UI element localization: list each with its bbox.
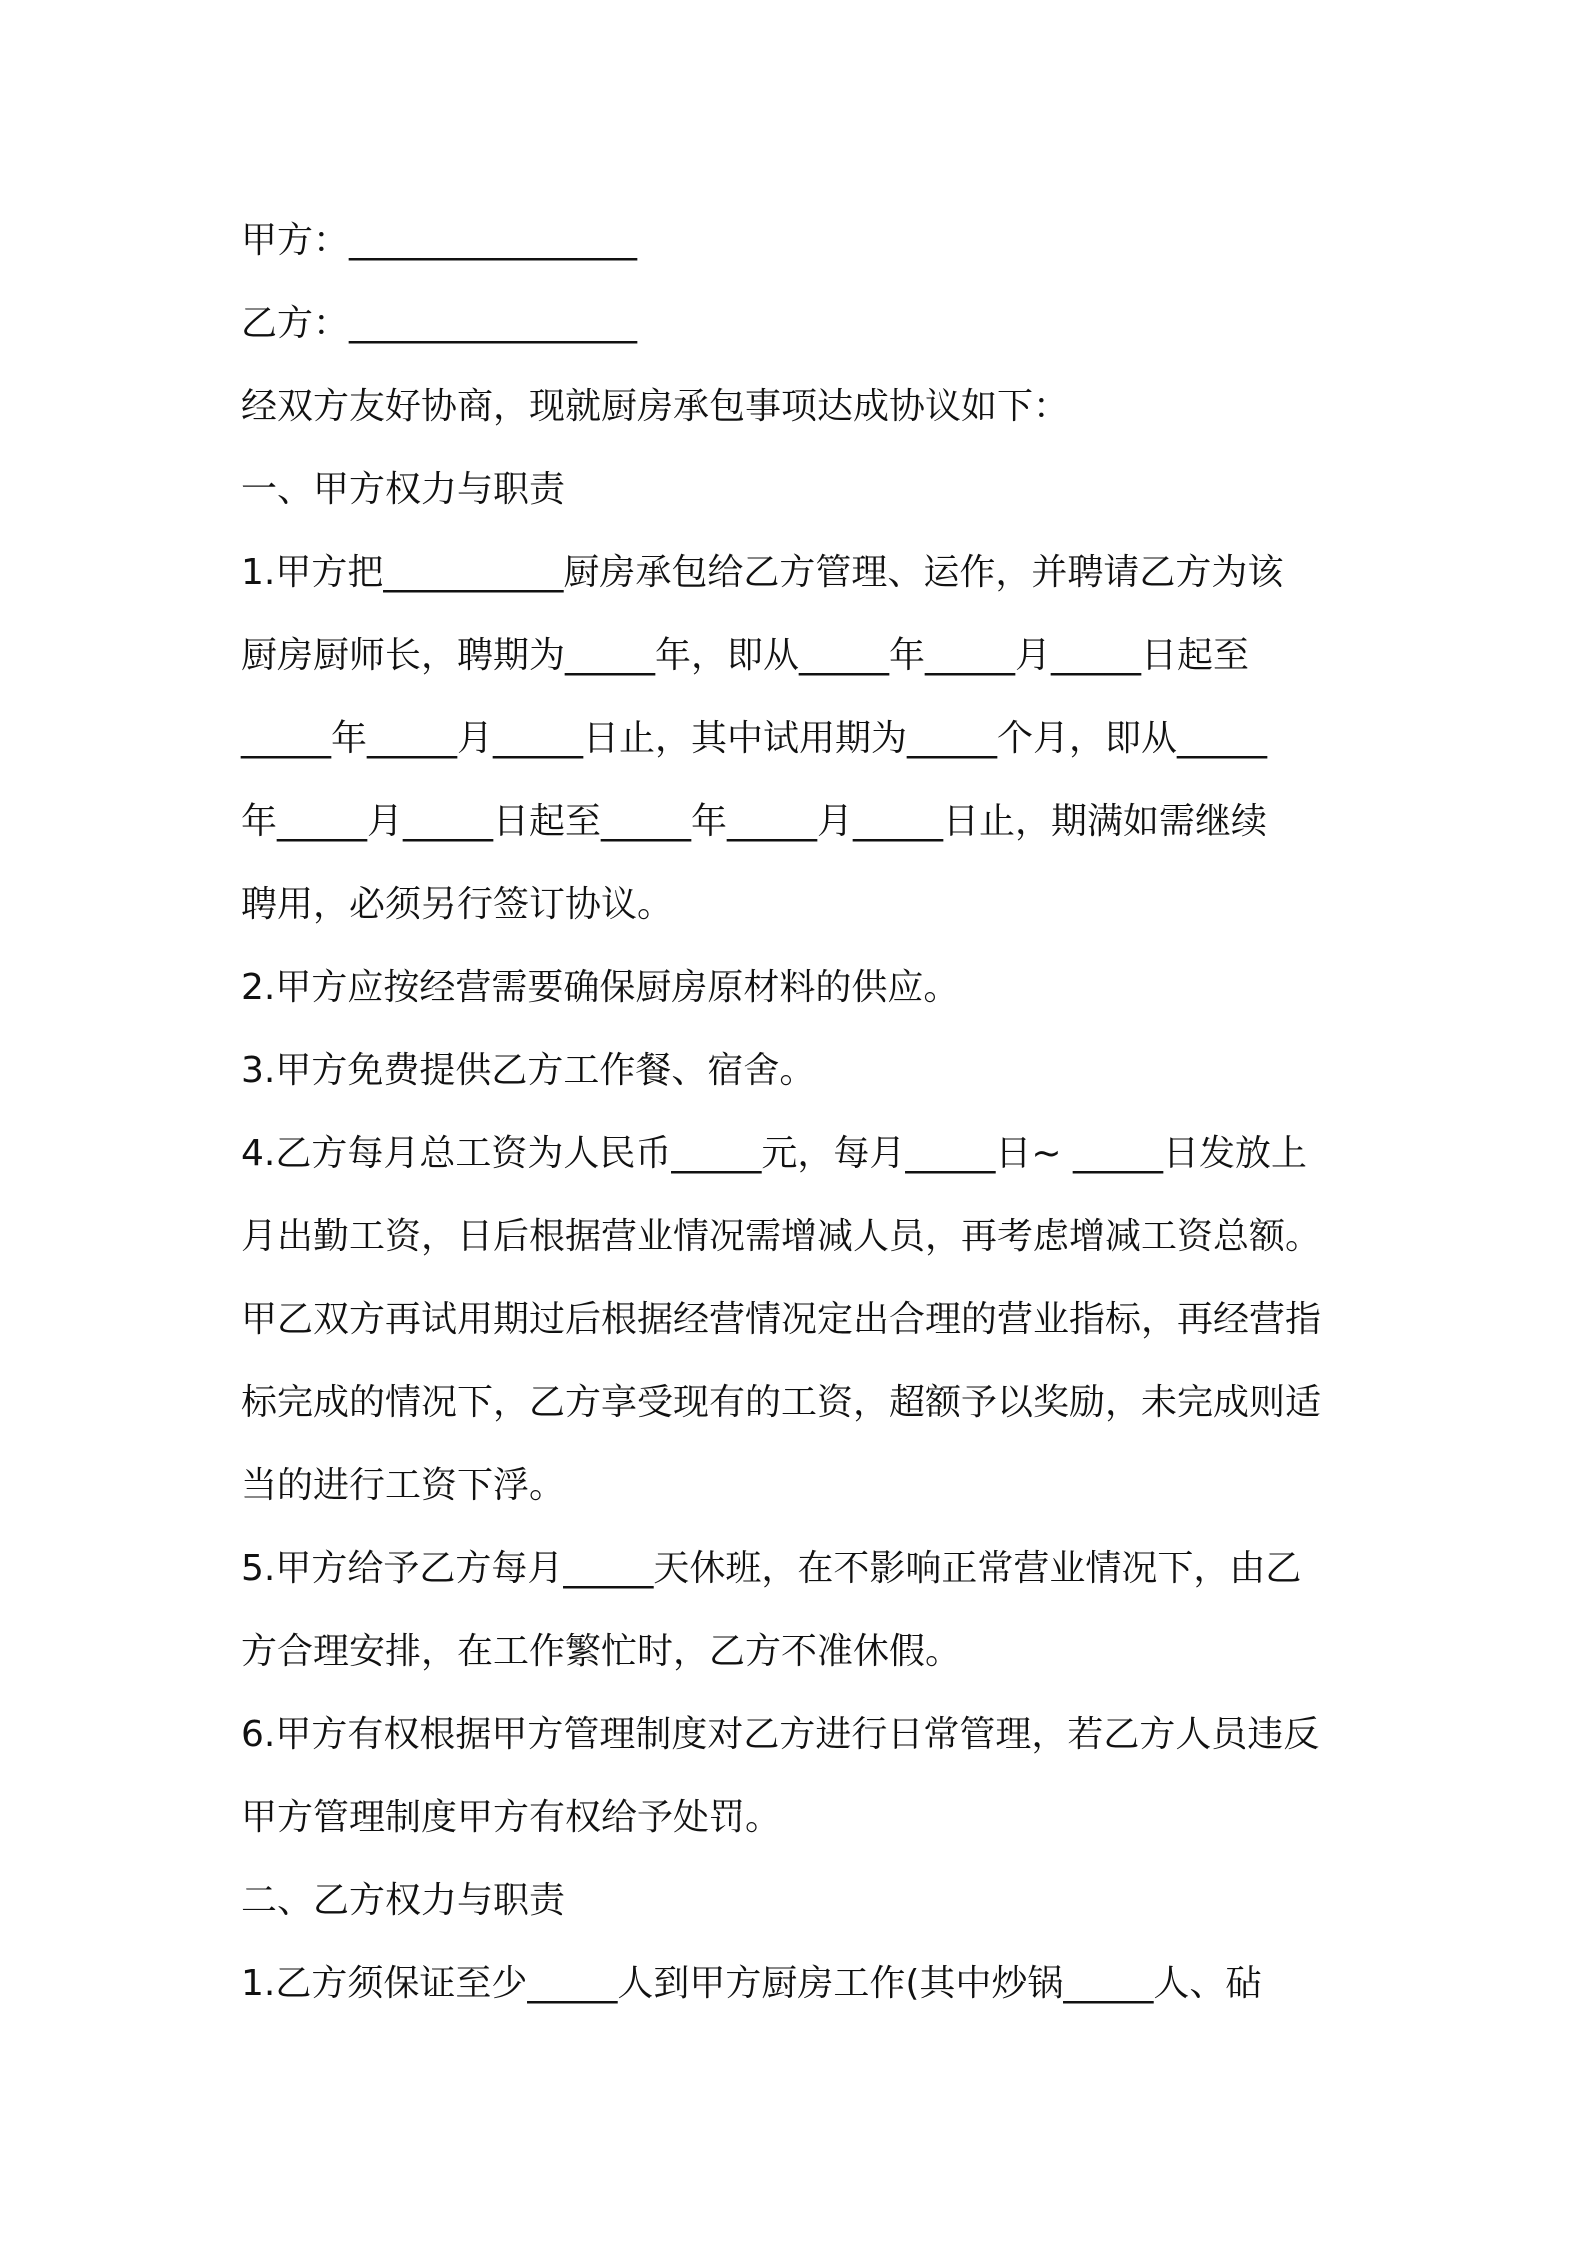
item-6-line-2: 甲方管理制度甲方有权给予处罚。: [241, 1797, 782, 1838]
item-1-line-4: 年_____月_____日起至_____年_____月_____日止，期满如需继续: [241, 801, 1268, 842]
item-4-line-4: 标完成的情况下，乙方享受现有的工资，超额予以奖励，未完成则适: [241, 1382, 1322, 1423]
item-3-line: 3.甲方免费提供乙方工作餐、宿舍。: [241, 1050, 816, 1091]
section-1-title: 一、甲方权力与职责: [241, 469, 566, 510]
item-6-line-1: 6.甲方有权根据甲方管理制度对乙方进行日常管理，若乙方人员违反: [241, 1714, 1320, 1755]
party-a-line: 甲方：________________: [241, 220, 638, 261]
item-1-line-5: 聘用，必须另行签订协议。: [241, 884, 674, 925]
item-4-line-1: 4.乙方每月总工资为人民币_____元，每月_____日~ _____日发放上: [241, 1133, 1307, 1174]
section-2-title: 二、乙方权力与职责: [241, 1880, 566, 1921]
item-2-line: 2.甲方应按经营需要确保厨房原材料的供应。: [241, 967, 960, 1008]
contract-text: [241, 199, 1356, 2025]
item-1-line-3: _____年_____月_____日止，其中试用期为_____个月，即从_____: [241, 718, 1268, 759]
section-2-item-1-line: 1.乙方须保证至少_____人到甲方厨房工作(其中炒锅_____人、砧: [241, 1963, 1262, 2004]
item-4-line-3: 甲乙双方再试用期过后根据经营情况定出合理的营业指标，再经营指: [241, 1299, 1322, 1340]
item-5-line-2: 方合理安排，在工作繁忙时，乙方不准休假。: [241, 1631, 962, 1672]
item-4-line-2: 月出勤工资，日后根据营业情况需增减人员，再考虑增减工资总额。: [241, 1216, 1322, 1257]
intro-line: 经双方友好协商，现就厨房承包事项达成协议如下：: [241, 386, 1070, 427]
item-1-line-1: 1.甲方把__________厨房承包给乙方管理、运作，并聘请乙方为该: [241, 552, 1284, 593]
party-b-line: 乙方：________________: [241, 303, 638, 344]
item-5-line-1: 5.甲方给予乙方每月_____天休班，在不影响正常营业情况下，由乙: [241, 1548, 1302, 1589]
item-1-line-2: 厨房厨师长，聘期为_____年，即从_____年_____月_____日起至: [241, 635, 1250, 676]
item-4-line-5: 当的进行工资下浮。: [241, 1465, 566, 1506]
